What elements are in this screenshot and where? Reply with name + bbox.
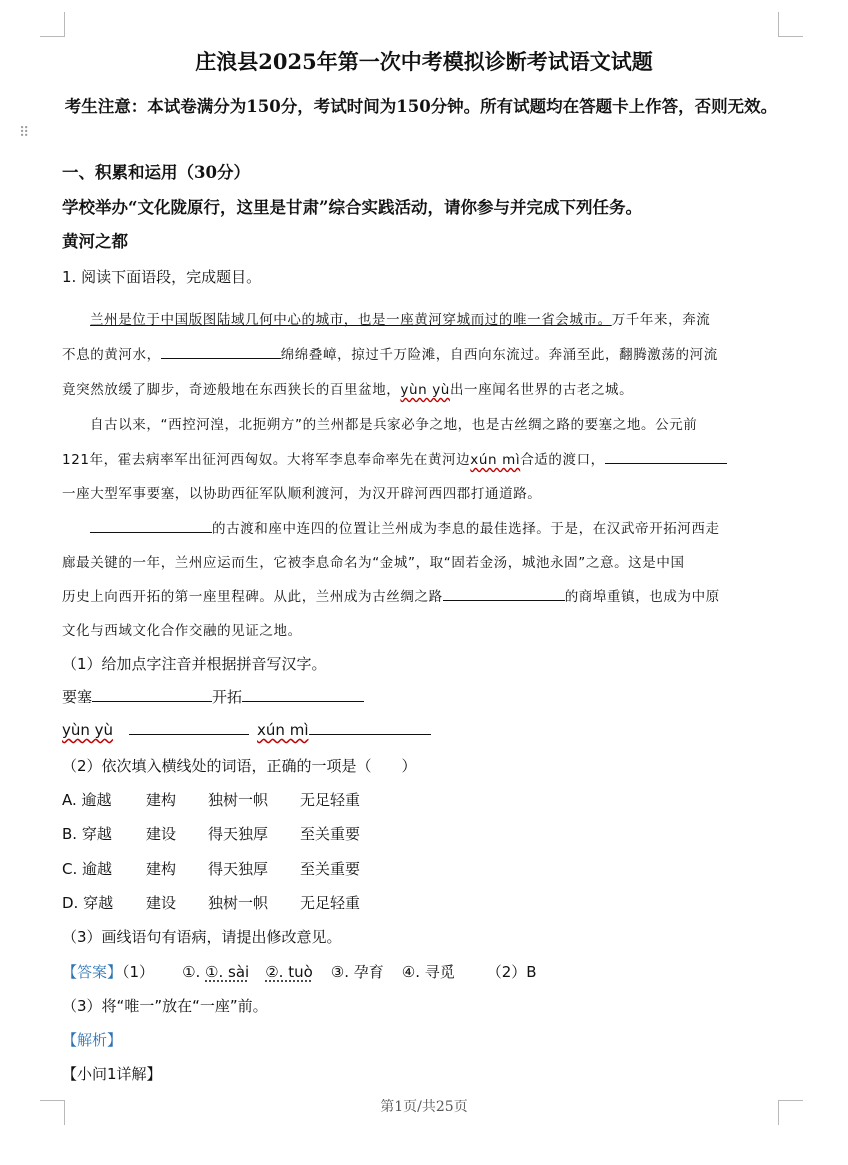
crop-mark-top-left xyxy=(40,12,65,37)
fill-blank-3 xyxy=(90,518,212,533)
answer-line xyxy=(62,961,780,982)
passage-text: 万千年来，奔流 xyxy=(611,312,711,328)
option-label: A. 逾越 xyxy=(62,791,112,809)
page-title: 庄浪县2025年第一次中考模拟诊断考试语文试题 xyxy=(195,49,653,74)
passage-line-8: 廊最关键的一年，兰州应运而生，它被李息命名为“金城”，取“固若金汤，城池永固”之意。这是中国 xyxy=(62,555,685,571)
passage-text: 不息的黄河水， xyxy=(62,347,161,363)
option-word: 至关重要 xyxy=(300,860,361,878)
option-a xyxy=(62,789,780,810)
answer-part: ③. 孕育 xyxy=(330,963,384,981)
passage-line-7 xyxy=(62,517,780,537)
crop-mark-top-right xyxy=(778,12,803,37)
pinyin-xunmi-label: xún mì xyxy=(257,721,309,739)
option-word: 至关重要 xyxy=(300,825,361,843)
passage-text: 绵绵叠嶂，掠过千万险滩，自西向东流过。奔涌至此，翻腾激荡的河流 xyxy=(280,347,718,363)
fill-blank-4 xyxy=(443,586,565,601)
passage-line-10: 文化与西域文化合作交融的见证之地。 xyxy=(62,623,302,639)
answer-part: ①. ①. sài xyxy=(182,963,250,981)
activity-intro: 学校举办“文化陇原行，这里是甘肃”综合实践活动，请你参与并完成下列任务。 xyxy=(62,198,642,217)
answer-blank xyxy=(129,720,249,735)
option-word: 建构 xyxy=(146,860,177,878)
answer-blank xyxy=(242,687,364,702)
option-word: 建构 xyxy=(146,791,177,809)
answer-tag: 【答案】 xyxy=(62,963,123,981)
page-footer: 第1页/共25页 xyxy=(380,1099,468,1115)
passage-text: 竟突然放缓了脚步，奇迹般地在东西狭长的百里盆地， xyxy=(62,382,401,398)
word-yaosai: 要塞 xyxy=(62,688,93,706)
answer-part: ④. 寻觅 xyxy=(401,963,455,981)
passage-line-4: 自古以来，“西控河湟，北扼朔方”的兰州都是兵家必争之地，也是古丝绸之路的要塞之地。公元前 xyxy=(90,417,698,433)
option-c xyxy=(62,858,780,879)
option-word: 建设 xyxy=(146,825,177,843)
pinyin-yunyu-label: yùn yù xyxy=(62,721,114,739)
answer-blank xyxy=(92,687,212,702)
passage-line-9 xyxy=(62,585,780,605)
answer-part: （1） xyxy=(122,963,155,981)
passage-text: 合适的渡口， xyxy=(520,452,605,468)
answer-line-2: （3）将“唯一”放在“一座”前。 xyxy=(62,997,268,1015)
passage-text: 的商埠重镇，也成为中原 xyxy=(564,589,720,605)
pinyin-yunyu: yùn yù xyxy=(400,382,450,398)
section-heading: 一、积累和运用（30分） xyxy=(62,163,250,182)
answer-part: （2）B xyxy=(486,963,537,981)
option-word: 无足轻重 xyxy=(300,894,361,912)
answer-sai: ①. sài xyxy=(205,963,250,981)
option-label: D. 穿越 xyxy=(62,894,114,912)
question-1-prompt: 1. 阅读下面语段，完成题目。 xyxy=(62,268,262,286)
passage-text: 121年，霍去病率军出征河西匈奴。大将军李息奉命率先在黄河边 xyxy=(62,452,471,468)
option-d xyxy=(62,892,780,913)
pinyin-xunmi: xún mì xyxy=(470,452,521,468)
sub-question-3: （3）画线语句有语病，请提出修改意见。 xyxy=(62,928,342,946)
underlined-sentence: 兰州是位于中国版图陆域几何中心的城市，也是一座黄河穿城而过的唯一省会城市。 xyxy=(90,312,612,328)
fill-blank-1 xyxy=(161,344,281,359)
drag-handle-icon[interactable]: ⠿ xyxy=(19,125,28,141)
option-b xyxy=(62,823,780,844)
sub1-pinyin-row xyxy=(62,720,780,739)
answer-tuo: ②. tuò xyxy=(265,963,313,981)
passage-line-6: 一座大型军事要塞，以协助西征军队顺利渡河，为汉开辟河西四郡打通道路。 xyxy=(62,486,542,502)
detail-tag: 【小问1详解】 xyxy=(62,1065,162,1083)
option-word: 得天独厚 xyxy=(208,860,269,878)
passage-text: 历史上向西开拓的第一座里程碑。从此，兰州成为古丝绸之路 xyxy=(62,589,443,605)
passage-line-1 xyxy=(62,308,780,328)
analysis-tag: 【解析】 xyxy=(62,1031,123,1049)
option-word: 独树一帜 xyxy=(208,894,269,912)
passage-line-5 xyxy=(62,448,780,468)
fill-blank-2 xyxy=(605,449,727,464)
option-word: 得天独厚 xyxy=(208,825,269,843)
option-word: 无足轻重 xyxy=(300,791,361,809)
sub1-words-row xyxy=(62,686,780,707)
passage-text: 出一座闻名世界的古老之城。 xyxy=(449,382,634,398)
passage-line-2 xyxy=(62,343,780,363)
option-label: C. 逾越 xyxy=(62,860,113,878)
sub-question-1: （1）给加点字注音并根据拼音写汉字。 xyxy=(62,655,327,673)
passage-text: 的古渡和座中连四的位置让兰州成为李息的最佳选择。于是，在汉武帝开拓河西走 xyxy=(212,521,720,537)
exam-notice: 考生注意：本试卷满分为150分，考试时间为150分钟。所有试题均在答题卡上作答，否则无效。 xyxy=(64,97,778,116)
option-label: B. 穿越 xyxy=(62,825,112,843)
answer-blank xyxy=(309,720,431,735)
option-word: 建设 xyxy=(146,894,177,912)
sub-question-2: （2）依次填入横线处的词语，正确的一项是（ ） xyxy=(62,757,417,775)
word-kaituo: 开拓 xyxy=(212,688,243,706)
subheading: 黄河之都 xyxy=(62,232,128,251)
option-word: 独树一帜 xyxy=(208,791,269,809)
passage-line-3 xyxy=(62,378,780,398)
